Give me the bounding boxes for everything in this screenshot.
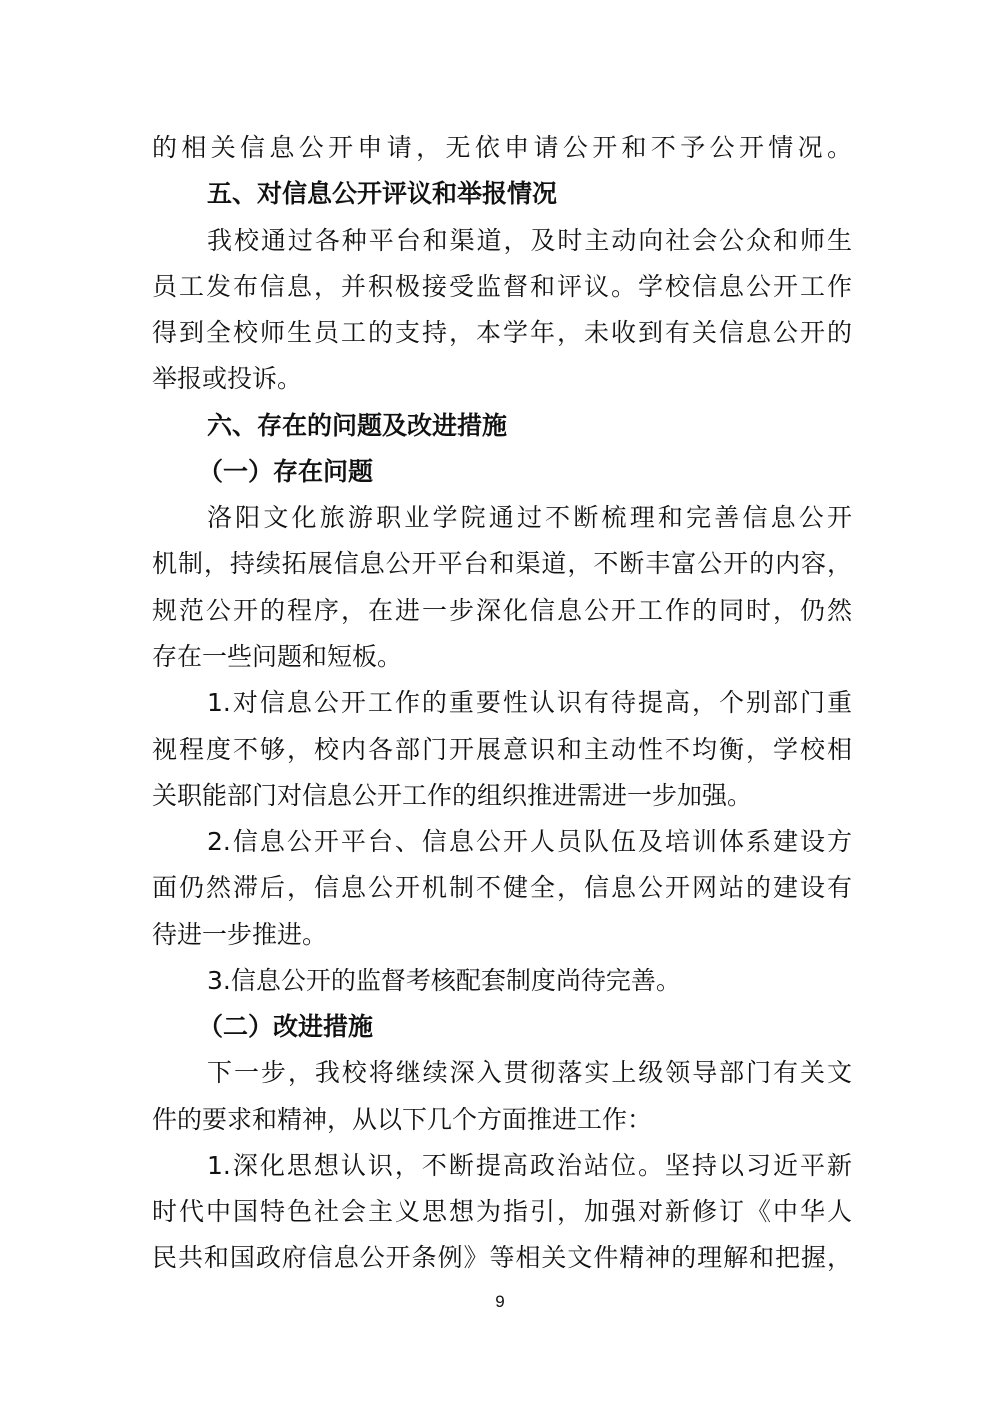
subsection-heading: （一）存在问题 <box>198 457 374 486</box>
text-line: 存在一些问题和短板。 <box>152 642 403 671</box>
section-heading: 五、对信息公开评议和举报情况 <box>207 179 558 208</box>
text-line: 我校通过各种平台和渠道，及时主动向社会公众和师生 <box>207 226 852 255</box>
text-line: 面仍然滞后，信息公开机制不健全，信息公开网站的建设有 <box>152 873 852 902</box>
section-heading: 六、存在的问题及改进措施 <box>207 411 508 440</box>
text-line: 机制，持续拓展信息公开平台和渠道，不断丰富公开的内容， <box>152 549 852 578</box>
text-line: 3.信息公开的监督考核配套制度尚待完善。 <box>207 966 681 995</box>
text-line: 关职能部门对信息公开工作的组织推进需进一步加强。 <box>152 781 753 810</box>
text-line: 1.深化思想认识，不断提高政治站位。坚持以习近平新 <box>207 1151 852 1180</box>
text-line: 洛阳文化旅游职业学院通过不断梳理和完善信息公开 <box>207 503 852 532</box>
text-line: 举报或投诉。 <box>152 364 303 393</box>
text-line: 下一步，我校将继续深入贯彻落实上级领导部门有关文 <box>207 1058 852 1087</box>
page-number: 9 <box>495 1292 505 1311</box>
text-line: 规范公开的程序，在进一步深化信息公开工作的同时，仍然 <box>152 596 852 625</box>
text-line: 民共和国政府信息公开条例》等相关文件精神的理解和把握， <box>152 1243 852 1272</box>
text-line: 件的要求和精神，从以下几个方面推进工作： <box>152 1105 653 1134</box>
text-line: 时代中国特色社会主义思想为指引，加强对新修订《中华人 <box>152 1197 852 1226</box>
subsection-heading: （二）改进措施 <box>198 1012 374 1041</box>
text-line: 待进一步推进。 <box>152 920 328 949</box>
text-line: 的相关信息公开申请，无依申请公开和不予公开情况。 <box>152 133 852 162</box>
text-line: 视程度不够，校内各部门开展意识和主动性不均衡，学校相 <box>152 735 852 764</box>
text-line: 员工发布信息，并积极接受监督和评议。学校信息公开工作 <box>152 272 852 301</box>
text-line: 1.对信息公开工作的重要性认识有待提高，个别部门重 <box>207 688 852 717</box>
text-line: 2.信息公开平台、信息公开人员队伍及培训体系建设方 <box>207 827 852 856</box>
text-line: 得到全校师生员工的支持，本学年，未收到有关信息公开的 <box>152 318 852 347</box>
